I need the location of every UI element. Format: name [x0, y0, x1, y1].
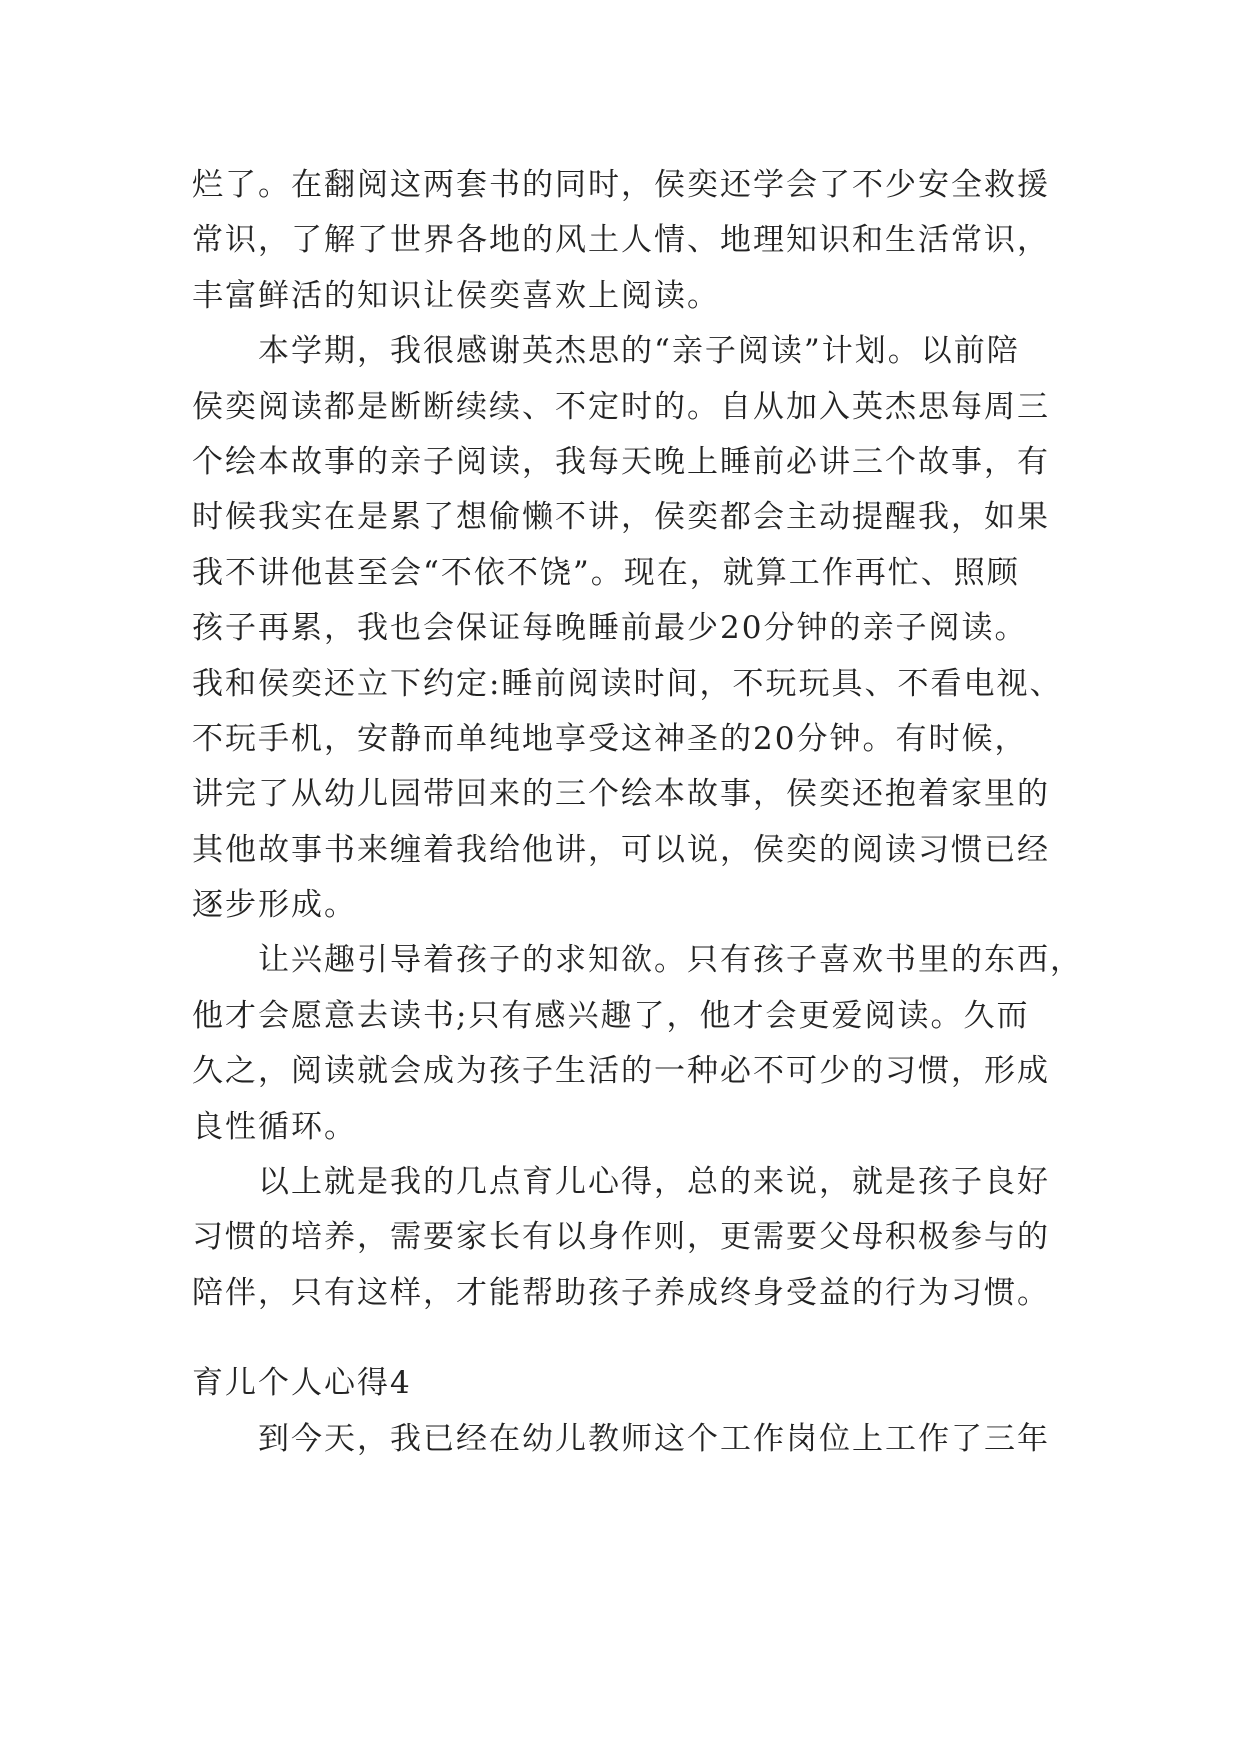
document-body — [192, 158, 1083, 1467]
text-line: 陪伴，只有这样，才能帮助孩子养成终身受益的行为习惯。 — [192, 1274, 1050, 1311]
paragraph-3 — [192, 933, 1083, 1155]
text-line: 侯奕阅读都是断断续续、不定时的。自从加入英杰思每周三 — [192, 388, 1050, 425]
text-line: 本学期，我很感谢英杰思的“亲子阅读”计划。以前陪 — [258, 333, 1020, 370]
section-heading: 育儿个人心得4 — [192, 1365, 412, 1402]
paragraph-1 — [192, 158, 1072, 324]
text-line: 丰富鲜活的知识让侯奕喜欢上阅读。 — [192, 277, 720, 314]
text-line: 其他故事书来缠着我给他讲，可以说，侯奕的阅读习惯已经 — [192, 831, 1050, 868]
text-line: 他才会愿意去读书;只有感兴趣了，他才会更爱阅读。久而 — [192, 997, 1030, 1034]
text-line: 良性循环。 — [192, 1108, 357, 1145]
paragraph-5 — [192, 1412, 1072, 1467]
paragraph-2 — [192, 324, 1072, 933]
text-line: 个绘本故事的亲子阅读，我每天晚上睡前必讲三个故事，有 — [192, 443, 1050, 480]
text-line: 孩子再累，我也会保证每晚睡前最少20分钟的亲子阅读。 — [192, 610, 1028, 647]
text-line: 烂了。在翻阅这两套书的同时，侯奕还学会了不少安全救援 — [192, 167, 1050, 203]
text-line: 习惯的培养，需要家长有以身作则，更需要父母积极参与的 — [192, 1219, 1050, 1256]
text-line: 常识，了解了世界各地的风土人情、地理知识和生活常识， — [192, 222, 1050, 259]
text-line: 逐步形成。 — [192, 887, 357, 924]
text-line: 不玩手机，安静而单纯地享受这神圣的20分钟。有时候， — [192, 720, 1028, 757]
text-line: 以上就是我的几点育儿心得，总的来说，就是孩子良好 — [258, 1164, 1050, 1201]
text-line: 久之，阅读就会成为孩子生活的一种必不可少的习惯，形成 — [192, 1053, 1050, 1090]
text-line: 我和侯奕还立下约定:睡前阅读时间，不玩玩具、不看电视、 — [192, 665, 1063, 702]
paragraph-4 — [192, 1155, 1072, 1321]
text-line: 讲完了从幼儿园带回来的三个绘本故事，侯奕还抱着家里的 — [192, 776, 1050, 813]
text-line: 我不讲他甚至会“不依不饶”。现在，就算工作再忙、照顾 — [192, 554, 1020, 591]
text-line: 时候我实在是累了想偷懒不讲，侯奕都会主动提醒我，如果 — [192, 499, 1050, 536]
text-line: 到今天，我已经在幼儿教师这个工作岗位上工作了三年 — [258, 1420, 1050, 1457]
text-line: 让兴趣引导着孩子的求知欲。只有孩子喜欢书里的东西， — [258, 942, 1083, 979]
